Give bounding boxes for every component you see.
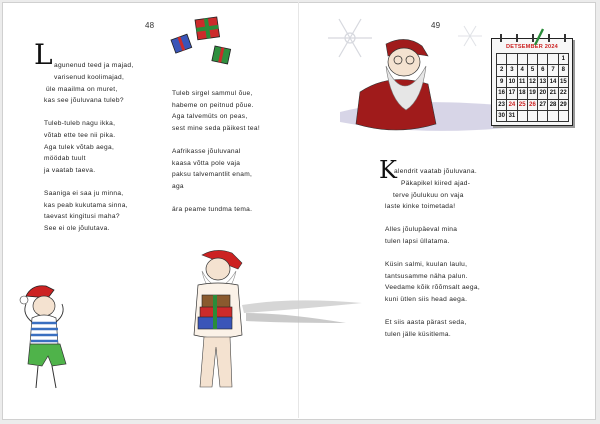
poem-left-column [44,72,128,246]
poem-middle-column [172,88,260,227]
calendar-day-cell: 28 [548,100,558,111]
calendar-day-cell: 12 [528,77,538,88]
calendar-day-cell: 26 [528,100,538,111]
gift-box-icon [195,17,220,40]
verse-line: Tuleb sirgel sammul õue, [172,90,253,97]
gift-boxes-illustration [165,14,240,70]
verse-line: Tuleb-tuleb nagu ikka, [44,120,116,128]
gift-box-icon [171,34,192,53]
calendar-day-cell: 23 [497,100,507,111]
calendar-day-cell: 30 [497,111,507,122]
calendar-day-cell [497,54,507,65]
verse-line: Veedame kõik rõõmsalt aega, [385,284,480,292]
calendar-day-cell: 5 [528,65,538,76]
calendar-day-cell: 3 [507,65,517,76]
verse-line: Aafrikasse jõuluvanal [172,147,241,155]
left-page-number: 48 [145,21,155,30]
verse-line: üle maailma on muret, [46,85,118,93]
verse-line: taevast kingitusi maha? [44,213,120,221]
stanza [172,88,260,134]
calendar-day-cell: 24 [507,100,517,111]
calendar-day-cell: 22 [559,88,569,99]
stanza [44,118,128,176]
verse-line: sest mine seda päikest tea! [172,124,261,132]
verse-line: kaasa võtta pole vaja [172,159,241,167]
poem-right-column [385,178,480,352]
calendar-day-cell [538,111,548,122]
calendar-day-cell: 21 [548,88,558,99]
calendar-day-cell: 29 [559,100,569,111]
santa-swimwear-illustration [12,278,84,398]
calendar-grid [496,53,569,122]
calendar-day-cell: 18 [518,88,528,99]
verse-line: terve jõulukuu on vaja [393,191,464,199]
drop-cap-right: K [379,156,397,184]
calendar-day-cell [518,111,528,122]
calendar-day-cell: 25 [518,100,528,111]
stanza [44,72,128,107]
calendar-day-cell: 13 [538,77,548,88]
verse-line: tulen lapsi üllatama. [385,237,450,245]
calendar-day-cell: 10 [507,77,517,88]
calendar-day-cell: 27 [538,100,548,111]
calendar-day-cell: 19 [528,88,538,99]
verse-line: Et siis aasta pärast seda, [385,319,467,327]
calendar-day-cell: 1 [559,54,569,65]
verse-line: võtab ette tee nii pika. [44,131,116,139]
calendar-day-cell: 9 [497,77,507,88]
calendar-day-cell: 2 [497,65,507,76]
stanza [385,317,480,340]
verse-line: kuni ütlen siis head aega. [385,295,468,303]
stanza [44,188,128,234]
poem-left-first-line: agunenud teed ja majad, [54,62,134,69]
calendar-day-cell [518,54,528,65]
stanza [385,178,480,213]
calendar-day-cell: 15 [559,77,569,88]
calendar-day-cell: 17 [507,88,517,99]
calendar-day-cell [507,54,517,65]
december-calendar [491,38,573,126]
calendar-day-cell: 7 [548,65,558,76]
calendar-day-cell: 4 [518,65,528,76]
verse-line: ja vaatab taeva. [44,166,96,174]
poem-right-first-line: alendrit vaatab jõuluvana. [394,168,477,175]
calendar-title: DETSEMBER 2024 [506,44,558,50]
verse-line: kas see jõuluvana tuleb? [44,97,124,105]
calendar-day-cell [559,111,569,122]
verse-line: ära peame tundma tema. [172,205,253,213]
verse-line: laste kinke toimetada! [385,203,456,211]
verse-line: möödab tuult [44,155,86,163]
verse-line: Aga tulek võtab aega, [44,143,115,151]
calendar-day-cell: 11 [518,77,528,88]
verse-line: tantsusamme näha palun. [385,272,468,280]
calendar-day-cell [548,111,558,122]
right-page-number: 49 [431,21,441,30]
santa-carrying-gifts-illustration [180,245,370,405]
calendar-day-cell [528,54,538,65]
verse-line: aga [172,182,184,190]
verse-line: paksu talvemantlit enam, [172,171,253,179]
calendar-day-cell [538,54,548,65]
verse-line: See ei ole jõulutava. [44,224,110,232]
calendar-day-cell: 14 [548,77,558,88]
verse-line: Päkapikel kiired ajad- [401,180,471,187]
calendar-day-cell: 31 [507,111,517,122]
stanza [385,224,480,247]
calendar-day-cell [548,54,558,65]
verse-line: Alles jõulupäeval mina [385,226,458,234]
calendar-day-cell: 8 [559,65,569,76]
stanza [385,259,480,305]
verse-line: Küsin salmi, kuulan laulu, [385,261,468,269]
verse-line: varisenud koolimajad, [54,74,125,81]
calendar-day-cell [528,111,538,122]
calendar-day-cell: 16 [497,88,507,99]
calendar-day-cell: 20 [538,88,548,99]
verse-line: tulen jälle küsitlema. [385,330,451,338]
calendar-day-cell: 6 [538,65,548,76]
poem-right-body [385,224,480,340]
verse-line: Aga talvemüts on peas, [172,113,248,121]
pencil-icon [532,26,546,48]
drop-cap-left: L [34,38,53,71]
stanza [172,146,260,192]
verse-line: kas peab kukutama sinna, [44,201,128,209]
verse-line: Saaniga ei saa ju minna, [44,189,124,197]
verse-line: habeme on peitnud põue. [172,101,254,109]
gift-box-icon [212,46,231,64]
stanza [172,204,260,216]
